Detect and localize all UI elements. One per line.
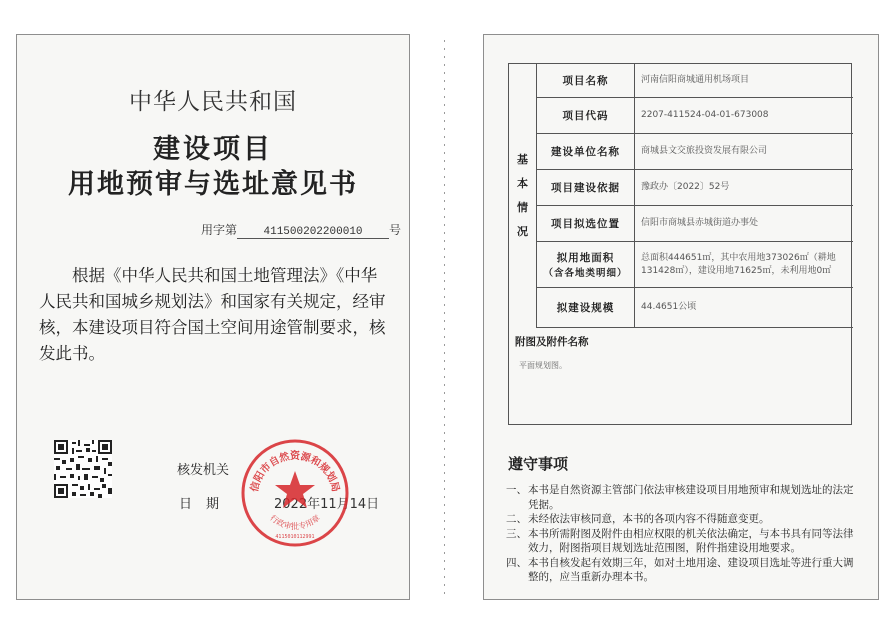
row-label-scale: 拟建设规模 xyxy=(537,288,635,327)
document-number-value: 411500202200010 xyxy=(237,226,389,239)
table-row xyxy=(537,242,853,288)
row-label-location: 项目拟选位置 xyxy=(537,206,635,241)
fold-line xyxy=(444,40,446,600)
row-value-location: 信阳市商城县赤城街道办事处 xyxy=(641,218,759,228)
row-label-project-name: 项目名称 xyxy=(537,64,635,97)
document-title-line1: 建设项目 xyxy=(153,134,273,165)
row-value-land-area: 总面积444651㎡，其中农用地373026㎡（耕地131428㎡），建设用地71625㎡，未利用地0㎡ xyxy=(641,252,836,276)
table-row xyxy=(537,206,853,242)
note-marker: 四、 xyxy=(506,556,527,569)
note-text: 本书所需附图及附件由相应权限的机关依法确定，与本书具有同等法律效力，附图指项目规划选址范围图，附件指建设用地要求。 xyxy=(528,527,854,554)
list-item xyxy=(506,527,861,556)
document-number-suffix: 号 xyxy=(389,223,402,237)
table-row xyxy=(537,64,853,98)
notes-title: 遵守事项 xyxy=(508,455,569,473)
side-label-char: 情 xyxy=(517,201,528,214)
note-marker: 三、 xyxy=(506,527,527,540)
row-label-land-area xyxy=(537,242,635,287)
basic-info-side-label xyxy=(509,64,537,328)
qr-code-icon xyxy=(54,440,112,498)
svg-text:行政审批专用章: 行政审批专用章 xyxy=(268,513,322,532)
row-label-project-code: 项目代码 xyxy=(537,98,635,133)
list-item xyxy=(506,512,861,527)
side-label-char: 况 xyxy=(517,225,528,238)
note-marker: 一、 xyxy=(506,484,527,496)
certificate-body-text: 根据《中华人民共和国土地管理法》《中华人民共和国城乡规划法》和国家有关规定，经审核，本建设项目符合国土空间用途管制要求，核发此书。 xyxy=(39,266,386,363)
attachments-title: 附图及附件名称 xyxy=(515,336,589,348)
country-name: 中华人民共和国 xyxy=(129,89,297,115)
document-number xyxy=(201,221,401,239)
row-value-scale: 44.4651公顷 xyxy=(641,302,697,312)
notes-list xyxy=(506,483,861,585)
attachments-item: 平面规划图。 xyxy=(519,361,567,370)
svg-text:信阳市自然资源和规划局: 信阳市自然资源和规划局 xyxy=(249,451,341,494)
note-text: 本书是自然资源主管部门依法审核建设项目用地预审和规划选址的法定凭据。 xyxy=(528,484,854,511)
certificate-back-page xyxy=(483,34,879,600)
list-item xyxy=(506,556,861,585)
official-seal-icon xyxy=(239,437,351,549)
note-marker: 二、 xyxy=(506,513,527,525)
certificate-front-page xyxy=(16,34,410,600)
table-row xyxy=(537,170,853,206)
table-row xyxy=(537,98,853,134)
row-label-land-area-sub: （含各地类明细） xyxy=(543,268,628,279)
side-label-char: 基 xyxy=(517,153,528,166)
note-text: 本书自核发起有效期三年，如对土地用途、建设项目选址等进行重大调整的，应当重新办理本书。 xyxy=(528,556,854,583)
row-value-project-code: 2207-411524-04-01-673008 xyxy=(641,110,769,120)
side-label-char: 本 xyxy=(517,177,528,190)
table-row xyxy=(537,134,853,170)
row-label-basis: 项目建设依据 xyxy=(537,170,635,205)
svg-text:4115010112991: 4115010112991 xyxy=(275,534,315,540)
row-value-project-name: 河南信阳商城通用机场项目 xyxy=(641,75,750,85)
basic-info-table xyxy=(508,63,852,425)
document-number-prefix: 用字第 xyxy=(201,223,238,237)
note-text: 未经依法审核同意，本书的各项内容不得随意变更。 xyxy=(528,513,770,525)
list-item xyxy=(506,483,861,512)
issue-date-label: 日期 xyxy=(179,497,234,512)
row-value-basis: 豫政办〔2022〕52号 xyxy=(641,182,730,192)
document-title-line2: 用地预审与选址意见书 xyxy=(68,169,358,200)
issue-date-value: 2022年11月14日 xyxy=(274,497,380,512)
table-row xyxy=(537,288,853,328)
row-value-unit-name: 商城县文交旅投资发展有限公司 xyxy=(641,146,768,156)
row-label-land-area-main: 拟用地面积 xyxy=(556,252,615,264)
issuing-authority-label: 核发机关 xyxy=(177,463,230,478)
row-label-unit-name: 建设单位名称 xyxy=(537,134,635,169)
